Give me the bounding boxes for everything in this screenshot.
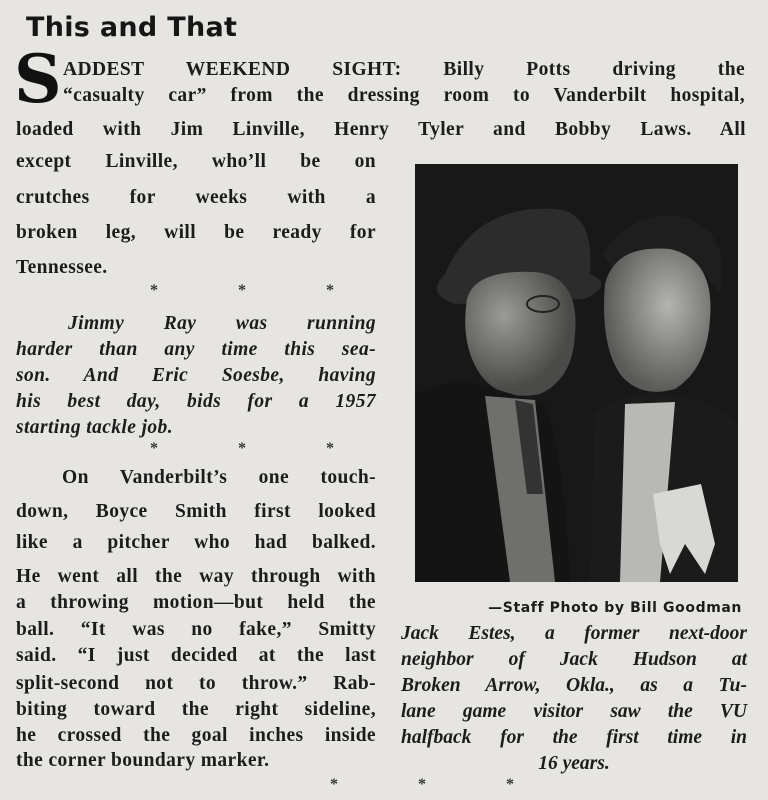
body-line: He went all the way through with [16, 566, 376, 587]
body-line: said. “I just decided at the last [16, 645, 376, 666]
body-line: a throwing motion—but held the [16, 592, 376, 613]
italic-line: starting tackle job. [16, 417, 173, 438]
body-line: On Vanderbilt’s one touch- [62, 467, 376, 488]
photo-caption-line: lane game visitor saw the VU [401, 701, 747, 722]
body-line: he crossed the goal inches inside [16, 725, 376, 746]
photo-caption-line: Broken Arrow, Okla., as a Tu- [401, 675, 747, 696]
body-line: crutches for weeks with a [16, 187, 376, 208]
separator-stars: * * * [150, 440, 372, 457]
photo-caption-line: 16 years. [538, 753, 610, 774]
lead-line: loaded with Jim Linville, Henry Tyler and Bobby Laws. All [16, 119, 746, 140]
body-line: the corner boundary marker. [16, 750, 270, 771]
body-line: Tennessee. [16, 257, 108, 278]
body-line: biting toward the right sideline, [16, 699, 376, 720]
body-line: except Linville, who’ll be on [16, 151, 376, 172]
body-line: ball. “It was no fake,” Smitty [16, 619, 376, 640]
photo-caption-line: halfback for the first time in [401, 727, 747, 748]
lead-line: “casualty car” from the dressing room to Vanderbilt hospital, [63, 85, 745, 106]
news-photo [415, 164, 738, 582]
body-line: down, Boyce Smith first looked [16, 501, 376, 522]
italic-line: son. And Eric Soesbe, having [16, 365, 376, 386]
photo-credit: —Staff Photo by Bill Goodman [488, 600, 742, 616]
photo-caption-line: Jack Estes, a former next-door [401, 623, 747, 644]
separator-stars: * * * [150, 282, 372, 299]
column-heading: This and That [26, 12, 238, 43]
italic-line: his best day, bids for a 1957 [16, 391, 376, 412]
body-line: split-second not to throw.” Rab- [16, 673, 376, 694]
separator-stars: * * * [330, 776, 552, 793]
lead-line: ADDEST WEEKEND SIGHT: Billy Potts driving the [63, 59, 745, 80]
drop-cap: S [14, 40, 62, 118]
photo-caption-line: neighbor of Jack Hudson at [401, 649, 747, 670]
body-line: like a pitcher who had balked. [16, 532, 376, 553]
italic-line: Jimmy Ray was running [68, 313, 376, 334]
photo-illustration [415, 164, 738, 582]
body-line: broken leg, will be ready for [16, 222, 376, 243]
italic-line: harder than any time this sea- [16, 339, 376, 360]
